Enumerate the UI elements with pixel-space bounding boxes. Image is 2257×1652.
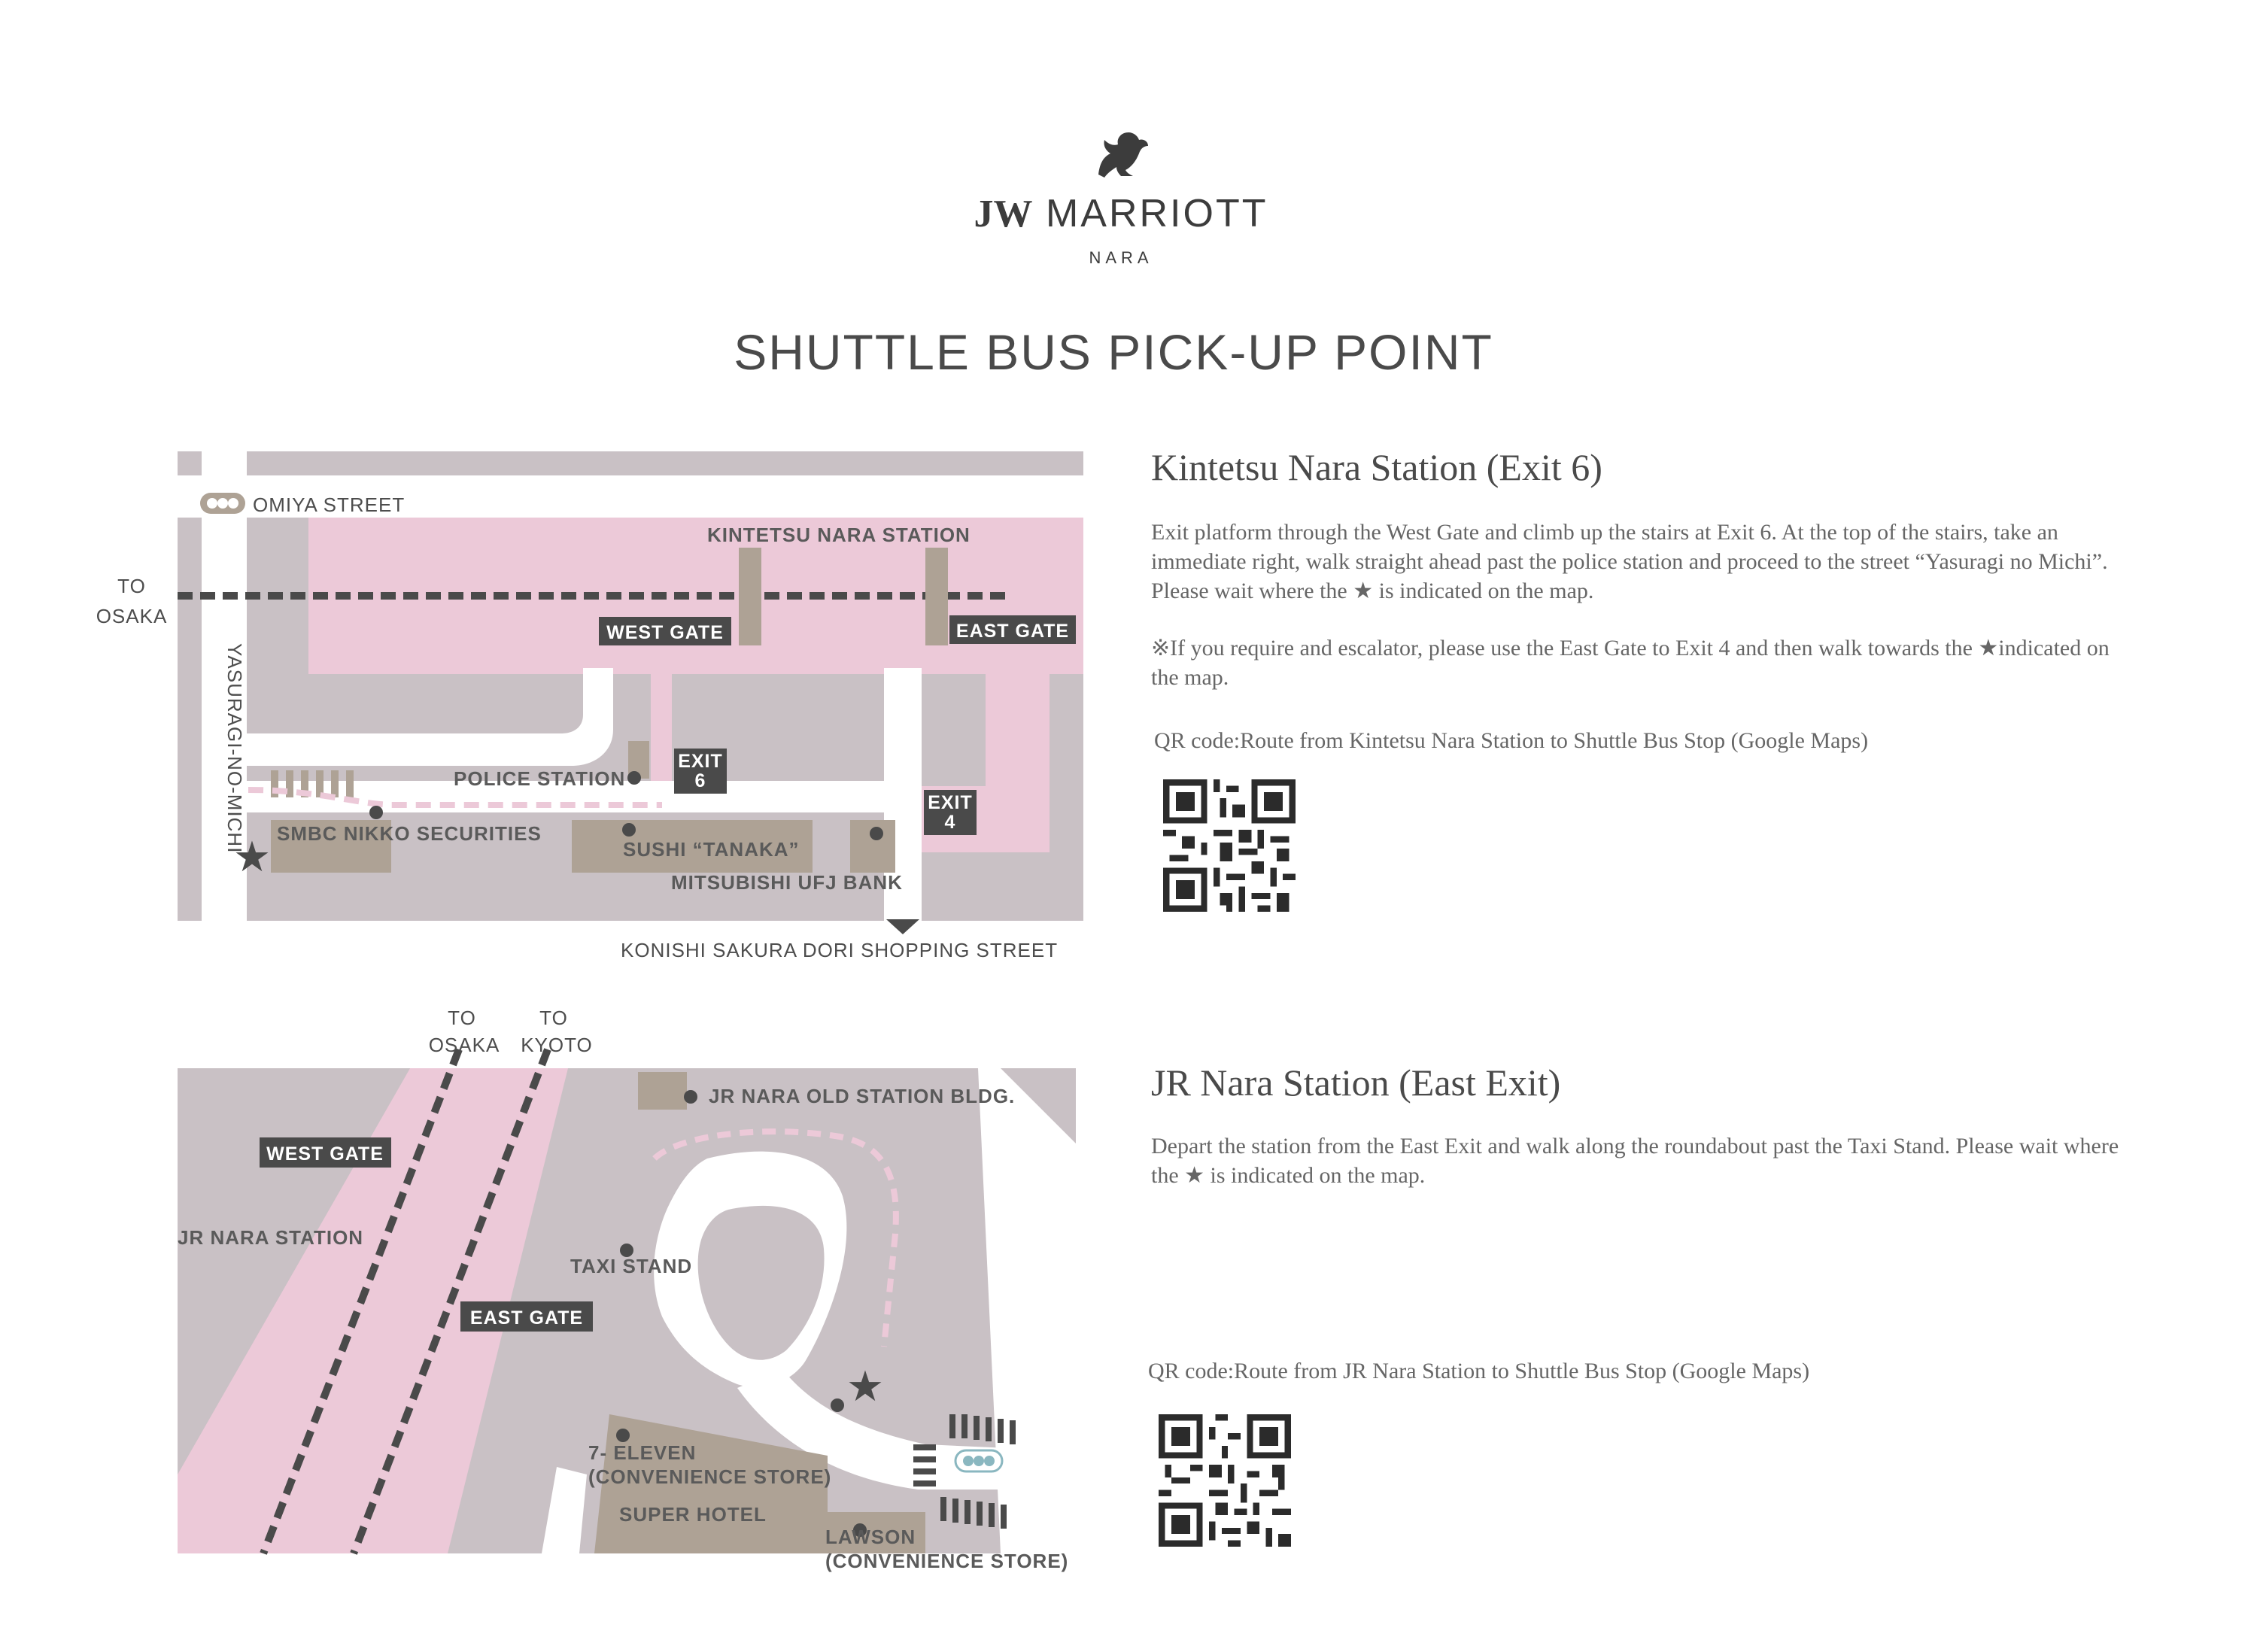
jr-title: JR Nara Station (East Exit): [1151, 1061, 1561, 1104]
east-gate-tag: [949, 615, 1076, 644]
taxi-stand-label: TAXI STAND: [570, 1255, 693, 1277]
east-gate-tag: [460, 1301, 593, 1332]
svg-text:EXIT: EXIT: [678, 751, 723, 772]
osaka-label: OSAKA: [96, 605, 168, 627]
kintetsu-escalator-note: ※If you require and escalator, please use the East Gate to Exit 4 and then walk towards the ★indicated on the map.: [1151, 636, 2110, 690]
hotel-logo: [963, 128, 1279, 268]
exit4-tag: [924, 790, 977, 835]
kyoto-label: KYOTO: [521, 1034, 593, 1056]
griffin-logo-icon: [1091, 128, 1151, 181]
seven-eleven-sub-label: (CONVENIENCE STORE): [588, 1465, 832, 1488]
pickup-star-icon: ★: [846, 1362, 885, 1411]
police-station-label: POLICE STATION: [454, 767, 626, 790]
kintetsu-qr-caption: QR code:Route from Kintetsu Nara Station to Shuttle Bus Stop (Google Maps): [1154, 728, 1869, 753]
jr-area-map: [83, 993, 1106, 1595]
brand-location: NARA: [1089, 248, 1153, 267]
svg-text:EAST GATE: EAST GATE: [955, 621, 1070, 642]
west-gate-tag: [599, 617, 731, 645]
arrow-down-icon: [886, 919, 919, 934]
to-osaka-label: TO: [117, 575, 146, 597]
page-title: SHUTTLE BUS PICK-UP POINT: [734, 324, 1493, 380]
kintetsu-area-map: [83, 444, 1106, 970]
svg-text:EXIT: EXIT: [928, 792, 973, 813]
west-gate-tag: [260, 1137, 391, 1168]
jr-station-label: JR NARA STATION: [178, 1226, 364, 1249]
kintetsu-station-label: KINTETSU NARA STATION: [707, 524, 971, 546]
bus-icon: [200, 493, 245, 514]
mufg-label: MITSUBISHI UFJ BANK: [671, 871, 903, 894]
jr-directions: Depart the station from the East Exit and walk along the roundabout past the Taxi Stand. Please wait where the ★ is indicated on the map.: [1151, 1134, 2119, 1188]
seven-eleven-label: 7- ELEVEN: [588, 1441, 697, 1464]
konishi-street-label: KONISHI SAKURA DORI SHOPPING STREET: [621, 939, 1059, 961]
sushi-label: SUSHI “TANAKA”: [623, 838, 800, 861]
osaka-label: OSAKA: [428, 1034, 500, 1056]
to-osaka-top-label: TO: [448, 1007, 476, 1029]
svg-text:EAST GATE: EAST GATE: [469, 1307, 584, 1329]
exit6-tag: [674, 749, 727, 794]
brand-name: JW MARRIOTT: [974, 192, 1268, 235]
jr-old-station-label: JR NARA OLD STATION BLDG.: [709, 1085, 1016, 1107]
to-kyoto-top-label: TO: [539, 1007, 568, 1029]
omiya-street-label: OMIYA STREET: [253, 493, 406, 516]
svg-text:6: 6: [694, 770, 706, 791]
lawson-sub-label: (CONVENIENCE STORE): [825, 1550, 1069, 1572]
bus-icon: [955, 1450, 1002, 1471]
kintetsu-qr-code[interactable]: [1163, 779, 1296, 912]
svg-text:WEST GATE: WEST GATE: [606, 622, 724, 643]
jr-qr-caption: QR code:Route from JR Nara Station to Shuttle Bus Stop (Google Maps): [1148, 1359, 1810, 1383]
pickup-star-icon: ★: [232, 833, 272, 882]
kintetsu-title: Kintetsu Nara Station (Exit 6): [1151, 446, 1602, 488]
super-hotel-label: SUPER HOTEL: [619, 1503, 767, 1526]
kintetsu-directions: Exit platform through the West Gate and climb up the stairs at Exit 6. At the top of the stairs, take an immediate right, walk straight ahead past the police station and proceed to the street “Yasuragi no Michi”. Please wait where the ★ is indicated on the map.: [1151, 520, 2108, 603]
svg-text:4: 4: [944, 812, 956, 833]
yasuragi-label: YASURAGI-NO-MICHI: [223, 643, 246, 854]
jr-qr-code[interactable]: [1159, 1414, 1291, 1547]
lawson-label: LAWSON: [825, 1526, 916, 1548]
svg-text:WEST GATE: WEST GATE: [266, 1143, 384, 1165]
smbc-label: SMBC NIKKO SECURITIES: [277, 822, 542, 845]
